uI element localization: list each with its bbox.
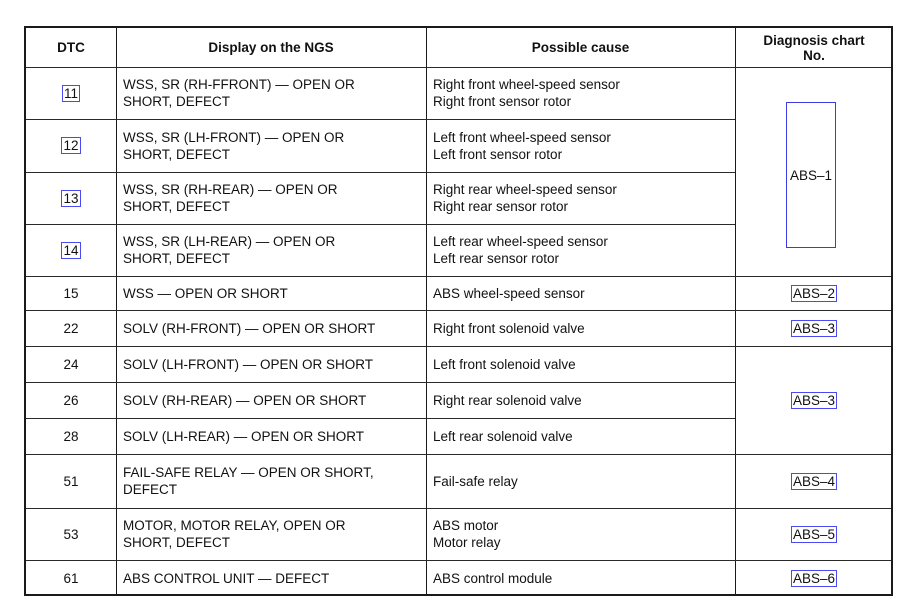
cause-text: ABS motor: [433, 518, 499, 533]
display-text: WSS, SR (LH-FRONT) — OPEN OR: [123, 129, 345, 145]
cause-text: Motor relay: [433, 535, 501, 550]
cause-text: Right rear solenoid valve: [433, 392, 582, 408]
chart-link-abs-3-group[interactable]: ABS–3: [792, 392, 836, 408]
chart-link-label: ABS–1: [789, 167, 833, 183]
display-cell: [116, 67, 426, 119]
chart-cell: [735, 310, 893, 346]
display-text: MOTOR, MOTOR RELAY, OPEN OR: [123, 518, 346, 533]
dtc-cell: [26, 560, 116, 596]
dtc-table: [24, 26, 893, 596]
header-dtc-label: DTC: [57, 40, 85, 55]
display-text: SHORT, DEFECT: [123, 199, 231, 214]
dtc-code: 24: [63, 356, 79, 372]
display-cell: [116, 346, 426, 382]
dtc-cell: [26, 67, 116, 119]
dtc-code: 15: [63, 285, 79, 301]
chart-cell: [735, 508, 893, 560]
display-text: WSS — OPEN OR SHORT: [123, 285, 288, 301]
dtc-code: 61: [63, 570, 79, 586]
cause-text: Right front solenoid valve: [433, 320, 585, 336]
header-chart-label-line1: Diagnosis chart: [763, 32, 865, 48]
cause-text: ABS control module: [433, 570, 553, 586]
display-text: SOLV (LH-REAR) — OPEN OR SHORT: [123, 428, 365, 444]
cause-cell: [426, 67, 735, 119]
display-cell: [116, 276, 426, 310]
dtc-cell: [26, 310, 116, 346]
cause-cell: [426, 418, 735, 454]
chart-cell: [735, 560, 893, 596]
dtc-link[interactable]: 14: [63, 242, 79, 258]
display-text: SHORT, DEFECT: [123, 94, 231, 109]
cause-cell: [426, 454, 735, 508]
cause-cell: [426, 346, 735, 382]
header-display-label: Display on the NGS: [208, 40, 334, 55]
display-cell: [116, 224, 426, 276]
dtc-link[interactable]: 13: [63, 190, 79, 206]
header-chart: [735, 28, 893, 67]
cause-text: Right front sensor rotor: [433, 94, 572, 109]
display-text: SHORT, DEFECT: [123, 146, 231, 162]
dtc-cell: [26, 346, 116, 382]
display-text: SHORT, DEFECT: [123, 535, 231, 550]
dtc-cell: [26, 224, 116, 276]
display-text: WSS, SR (RH-FFRONT) — OPEN OR: [123, 77, 355, 92]
dtc-cell: [26, 172, 116, 224]
chart-cell: [735, 454, 893, 508]
header-cause: [426, 28, 735, 67]
dtc-cell: [26, 508, 116, 560]
display-cell: [116, 560, 426, 596]
dtc-code: 28: [63, 428, 79, 444]
chart-link-abs-6[interactable]: ABS–6: [792, 570, 836, 586]
chart-cell: [735, 346, 893, 454]
cause-cell: [426, 382, 735, 418]
display-cell: [116, 310, 426, 346]
display-text: DEFECT: [123, 482, 177, 497]
cause-cell: [426, 276, 735, 310]
dtc-code: 26: [63, 392, 79, 408]
dtc-cell: [26, 276, 116, 310]
display-cell: [116, 418, 426, 454]
header-cause-label: Possible cause: [531, 40, 630, 55]
display-text: WSS, SR (RH-REAR) — OPEN OR: [123, 182, 338, 197]
cause-text: Right rear wheel-speed sensor: [433, 182, 617, 197]
cause-text: Left rear wheel-speed sensor: [433, 234, 608, 249]
chart-link-abs-3[interactable]: ABS–3: [792, 320, 836, 336]
cause-text: Fail-safe relay: [433, 473, 518, 489]
display-text: FAIL-SAFE RELAY — OPEN OR SHORT,: [123, 465, 374, 480]
cause-text: ABS wheel-speed sensor: [433, 285, 585, 301]
cause-text: Left front wheel-speed sensor: [433, 129, 611, 145]
display-cell: [116, 382, 426, 418]
display-text: SOLV (RH-FRONT) — OPEN OR SHORT: [123, 320, 376, 336]
chart-link-abs-5[interactable]: ABS–5: [792, 526, 836, 542]
dtc-cell: [26, 382, 116, 418]
display-cell: [116, 454, 426, 508]
dtc-cell: [26, 454, 116, 508]
cause-cell: [426, 119, 735, 172]
header-chart-label-line2: No.: [803, 47, 825, 63]
cause-cell: [426, 310, 735, 346]
display-text: SOLV (LH-FRONT) — OPEN OR SHORT: [123, 356, 374, 372]
cause-text: Left rear sensor rotor: [433, 251, 560, 266]
dtc-cell: [26, 418, 116, 454]
cause-text: Right front wheel-speed sensor: [433, 77, 620, 92]
cause-text: Left rear solenoid valve: [433, 428, 573, 444]
header-display: [116, 28, 426, 67]
dtc-code: 53: [63, 526, 79, 542]
cause-cell: [426, 172, 735, 224]
chart-link-abs-2[interactable]: ABS–2: [792, 285, 836, 301]
cause-text: Left front sensor rotor: [433, 146, 563, 162]
cause-cell: [426, 560, 735, 596]
header-dtc: [26, 28, 116, 67]
display-text: ABS CONTROL UNIT — DEFECT: [123, 570, 330, 586]
display-text: WSS, SR (LH-REAR) — OPEN OR: [123, 234, 336, 249]
chart-cell: [735, 276, 893, 310]
dtc-code: 51: [63, 473, 79, 489]
display-text: SHORT, DEFECT: [123, 251, 231, 266]
display-cell: [116, 172, 426, 224]
cause-cell: [426, 224, 735, 276]
display-cell: [116, 119, 426, 172]
cause-text: Left front solenoid valve: [433, 356, 576, 372]
display-cell: [116, 508, 426, 560]
display-text: SOLV (RH-REAR) — OPEN OR SHORT: [123, 392, 367, 408]
dtc-cell: [26, 119, 116, 172]
chart-link-abs-1[interactable]: [786, 102, 836, 248]
dtc-code: 22: [63, 320, 79, 336]
dtc-link[interactable]: 11: [63, 85, 78, 101]
cause-cell: [426, 508, 735, 560]
cause-text: Right rear sensor rotor: [433, 199, 569, 214]
dtc-link[interactable]: 12: [63, 138, 79, 153]
chart-link-abs-4[interactable]: ABS–4: [792, 473, 836, 489]
